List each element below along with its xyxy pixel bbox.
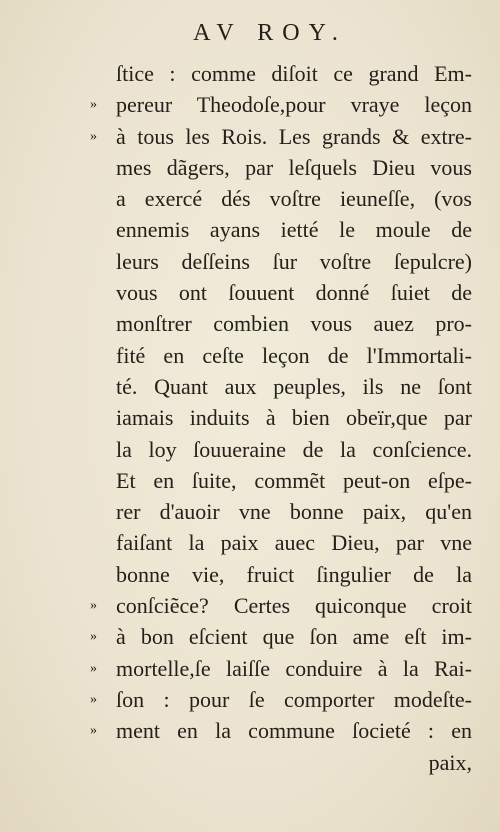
text-line [116, 559, 472, 590]
line-text: vous ont ſouuent donné ſuiet de [116, 280, 472, 306]
line-text: pereur Theodoſe,pour vraye leçon [116, 92, 472, 118]
text-line [90, 715, 472, 746]
text-line [116, 402, 472, 433]
quote-mark: » [90, 598, 97, 614]
line-text: té. Quant aux peuples, ils ne ſont [116, 373, 472, 399]
quote-mark: » [90, 660, 97, 676]
text-line [116, 277, 472, 308]
text-line [116, 434, 472, 465]
line-text: conſciẽce? Certes quiconque croit [116, 593, 472, 619]
line-text: faiſant la paix auec Dieu, par vne [116, 530, 472, 556]
text-line [90, 684, 472, 715]
line-text: ennemis ayans ietté le moule de [116, 217, 472, 243]
text-line [116, 527, 472, 558]
quote-mark: » [90, 723, 97, 739]
text-line [116, 58, 472, 89]
text-line [90, 653, 472, 684]
catchword: paix, [428, 749, 472, 775]
line-text: mes dãgers, par leſquels Dieu vous [116, 154, 472, 180]
text-line [116, 340, 472, 371]
quote-mark: » [90, 629, 97, 645]
line-text: ment en la commune ſocieté : en [116, 718, 472, 744]
line-text: fité en ceſte leçon de l'Immortali- [116, 342, 472, 368]
line-text: à tous les Rois. Les grands & extre- [116, 123, 472, 149]
text-line [116, 214, 472, 245]
quote-mark: » [90, 97, 97, 113]
line-text: Et en ſuite, commẽt peut-on eſpe- [116, 467, 472, 493]
text-line [116, 371, 472, 402]
line-text: iamais induits à bien obeïr,que par [116, 405, 472, 431]
line-text: la loy ſouueraine de la conſcience. [116, 436, 472, 462]
text-line [90, 89, 472, 120]
line-text: leurs deſſeins ſur voſtre ſepulcre) [116, 248, 472, 274]
text-line [90, 621, 472, 652]
text-line [116, 152, 472, 183]
line-text: monſtrer combien vous auez pro- [116, 311, 472, 337]
line-text: à bon eſcient que ſon ame eſt im- [116, 624, 472, 650]
text-line [116, 496, 472, 527]
line-text: ſtice : comme diſoit ce grand Em- [116, 61, 472, 86]
quote-mark: » [90, 128, 97, 144]
text-line [90, 590, 472, 621]
line-text: rer d'auoir vne bonne paix, qu'en [116, 499, 472, 525]
catchword-line [116, 747, 472, 778]
line-text: a exercé dés voſtre ieuneſſe, (vos [116, 186, 472, 212]
text-line [90, 121, 472, 152]
line-text: bonne vie, fruict ſingulier de la [116, 561, 472, 587]
quote-mark: » [90, 691, 97, 707]
running-header: AV ROY. [193, 20, 347, 46]
text-line [116, 308, 472, 339]
line-text: mortelle,ſe laiſſe conduire à la Rai- [116, 655, 472, 681]
text-line [116, 465, 472, 496]
text-line [116, 183, 472, 214]
body-text [90, 58, 472, 778]
line-text: ſon : pour ſe comporter modeſte- [116, 686, 472, 712]
text-line [116, 246, 472, 277]
